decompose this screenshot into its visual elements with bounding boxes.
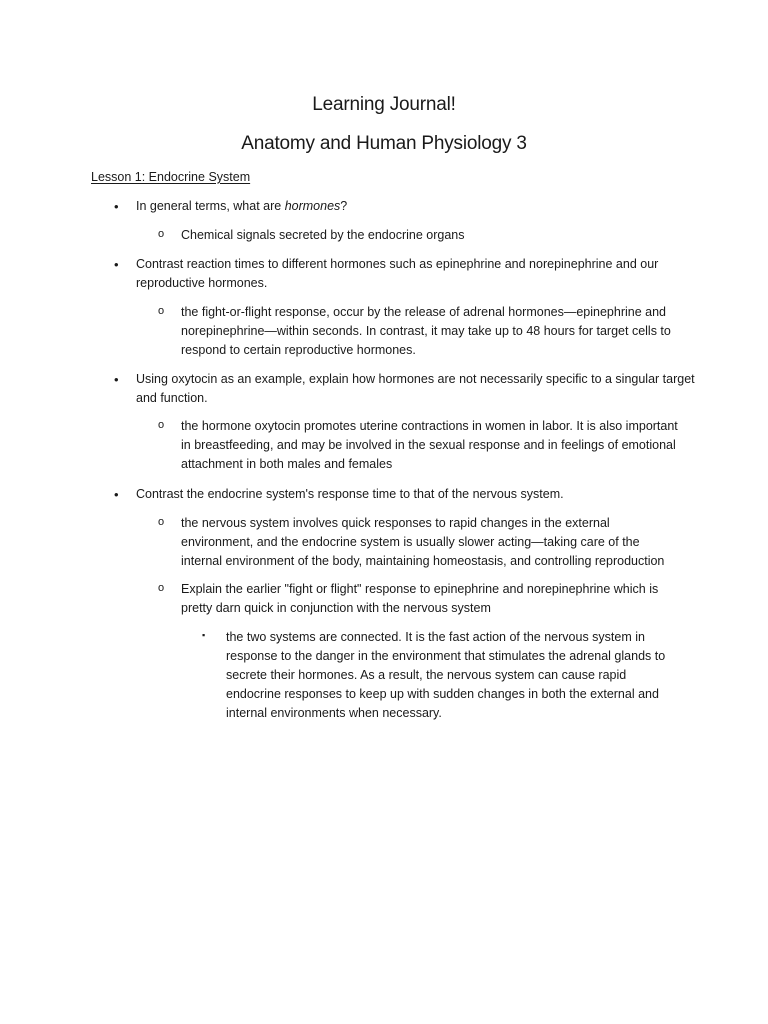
question-response-time — [114, 485, 696, 504]
document-title: Learning Journal! — [312, 94, 456, 115]
circle-marker: o — [158, 582, 165, 594]
square-marker: ▪ — [202, 630, 206, 640]
document-subtitle: Anatomy and Human Physiology 3 — [241, 133, 527, 154]
answer-response-time — [158, 514, 681, 571]
answer-text: the nervous system involves quick responses to rapid changes in the external environment, and the endocrine system is usually slower acting—taking care of the internal environment of the body, maintaining homeostasis, and controlling reproduction — [181, 516, 665, 568]
question-text: Contrast the endocrine system's response time to that of the nervous system. — [136, 487, 564, 501]
answer-hormones — [158, 226, 681, 245]
question-hormones — [114, 197, 696, 216]
question-text: Explain the earlier "fight or flight" response to epinephrine and norepinephrine which is pretty darn quick in conjunction with the nervous system — [181, 582, 659, 615]
answer-text: the fight-or-flight response, occur by the release of adrenal hormones—epinephrine and norepinephrine—within seconds. In contrast, it may take up to 48 hours for target cells to respond to certain reproductive hormones. — [181, 305, 671, 357]
circle-marker: o — [158, 305, 165, 317]
answer-text: the two systems are connected. It is the fast action of the nervous system in response to the danger in the environment that stimulates the adrenal glands to secrete their hormones. As a result, the nervous system can cause rapid endocrine responses to keep up with sudden changes in both the external and internal environments when necessary. — [226, 630, 666, 720]
question-emphasis: hormones — [284, 199, 341, 213]
question-oxytocin — [114, 370, 696, 408]
bullet-marker: • — [114, 199, 119, 214]
question-text: Contrast reaction times to different hormones such as epinephrine and norepinephrine and our reproductive hormones. — [136, 257, 659, 290]
question-text: In general terms, what are — [136, 199, 285, 213]
bullet-marker: • — [114, 372, 119, 387]
answer-oxytocin — [158, 417, 681, 474]
question-text-end: ? — [340, 199, 348, 213]
bullet-marker: • — [114, 487, 119, 502]
question-text: Using oxytocin as an example, explain how hormones are not necessarily specific to a singular target and function. — [136, 372, 695, 405]
circle-marker: o — [158, 516, 165, 528]
answer-fight-or-flight — [202, 628, 676, 723]
circle-marker: o — [158, 419, 165, 431]
bullet-marker: • — [114, 257, 119, 272]
answer-text: the hormone oxytocin promotes uterine contractions in women in labor. It is also important in breastfeeding, and may be involved in the sexual response and in feelings of emotional attachment in both males and females — [181, 419, 678, 471]
sub-question-fight-or-flight — [158, 580, 681, 618]
circle-marker: o — [158, 228, 165, 240]
answer-reaction-times — [158, 303, 681, 360]
lesson-heading: Lesson 1: Endocrine System — [91, 170, 251, 184]
answer-text: Chemical signals secreted by the endocrine organs — [181, 228, 465, 242]
question-reaction-times — [114, 255, 696, 293]
